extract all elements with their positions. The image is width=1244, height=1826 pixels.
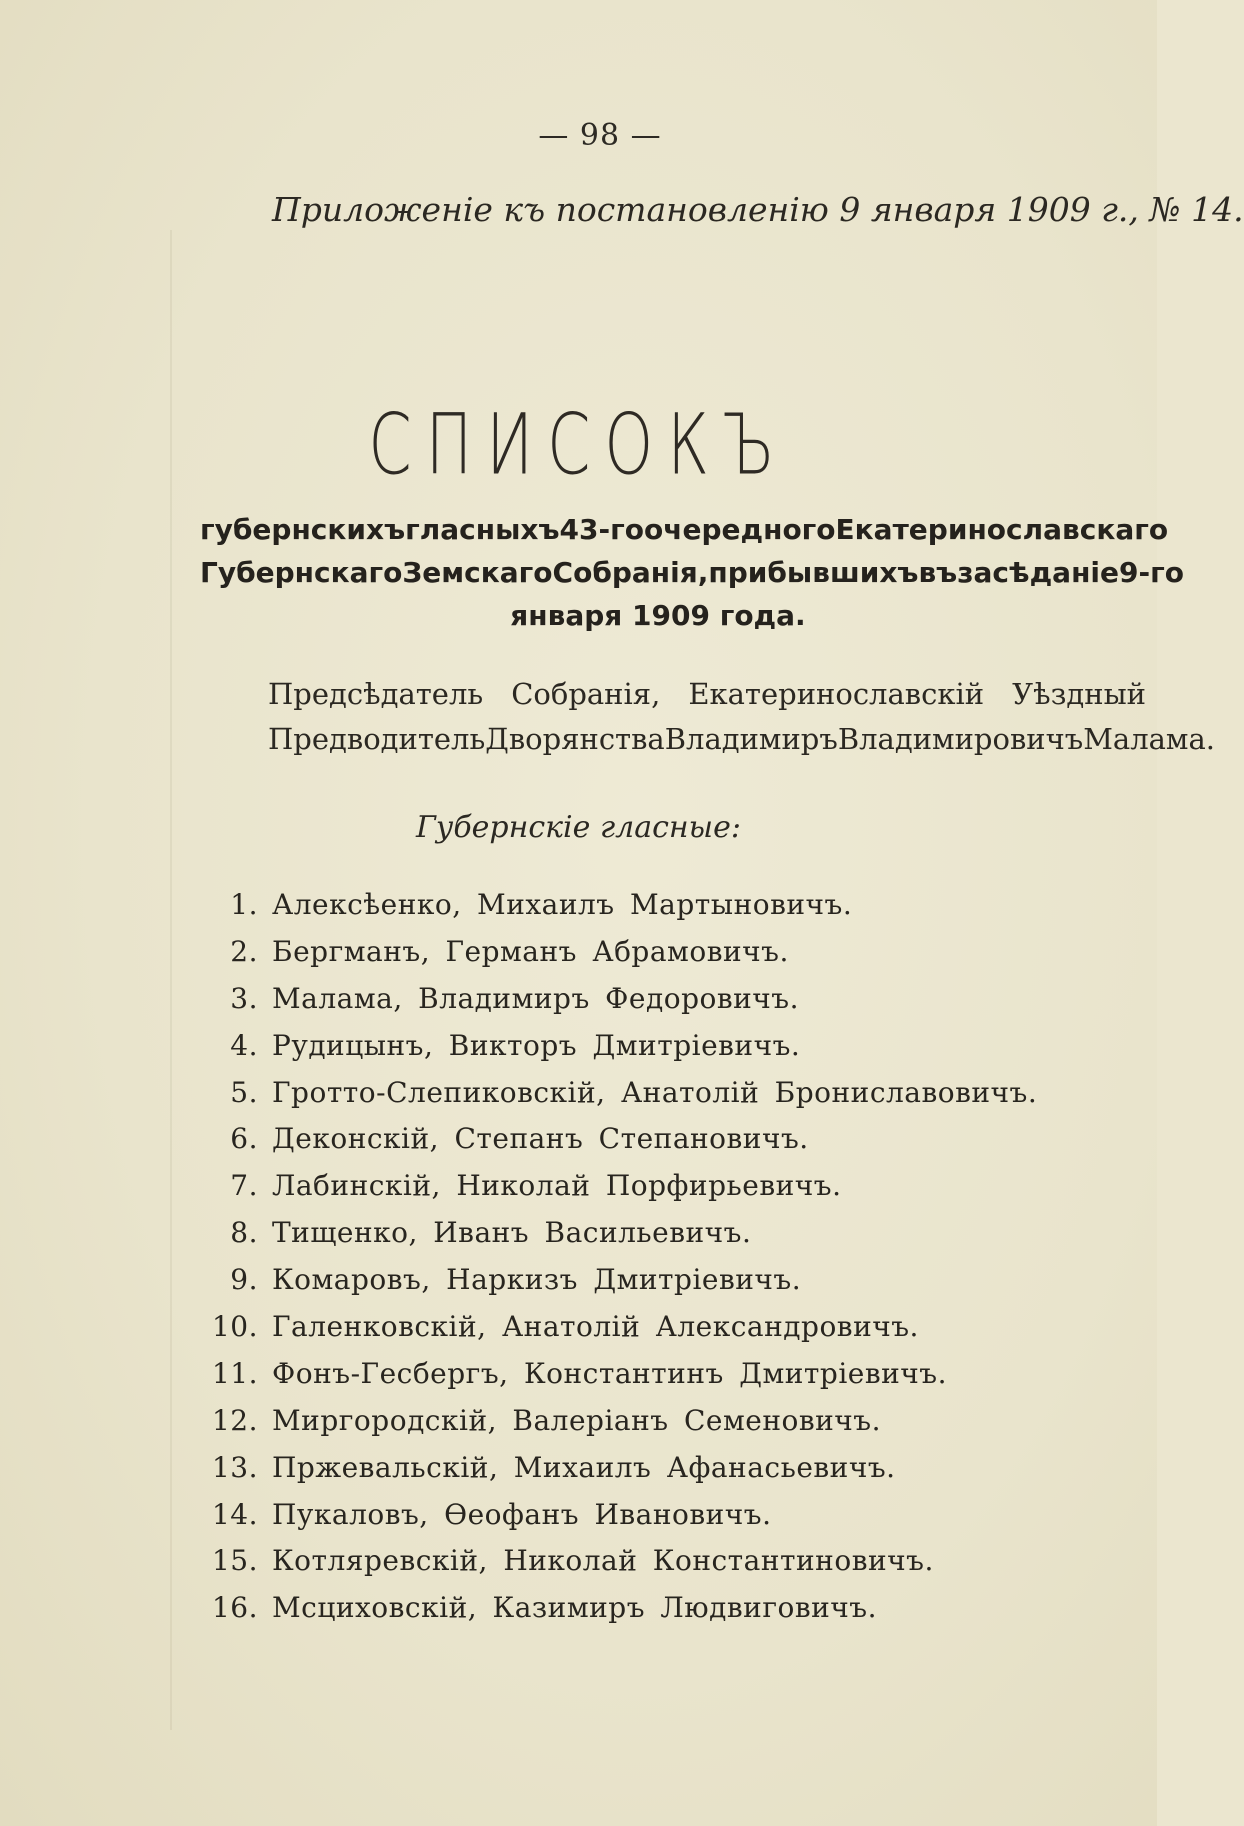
list-item — [196, 935, 1116, 982]
subtitle-word: засѣданіе — [957, 556, 1120, 589]
chairman-word: Предсѣдатель — [268, 677, 484, 711]
list-item — [196, 982, 1116, 1029]
chairman-line-1 — [268, 672, 1146, 717]
page-number: — 98 — — [538, 118, 662, 153]
list-item — [196, 1591, 1116, 1638]
member-name: Бергманъ, Германъ Абрамовичъ. — [272, 934, 789, 968]
subtitle-word: 1909 — [632, 599, 710, 632]
section-heading: Губернскіе гласные: — [416, 810, 741, 845]
member-name: Алексѣенко, Михаилъ Мартыновичъ. — [272, 888, 853, 921]
chairman-word: Владимиръ — [664, 722, 838, 756]
list-item — [196, 1169, 1116, 1216]
list-item — [196, 1076, 1116, 1123]
item-number: 8. — [230, 1216, 258, 1250]
subtitle-word: въ — [918, 556, 958, 589]
item-number: 3. — [230, 981, 258, 1015]
member-name: Комаровъ, Наркизъ Дмитріевичъ. — [272, 1263, 802, 1297]
subtitle-word: Собранія, — [552, 556, 709, 589]
subtitle-word: гласныхъ — [405, 513, 560, 546]
chairman-word: Собранія, — [511, 677, 661, 711]
list-item — [196, 1451, 1116, 1498]
item-number: 11. — [211, 1356, 258, 1390]
member-name: Галенковскій, Анатолій Александровичъ. — [272, 1310, 919, 1344]
chairman-paragraph — [268, 672, 1215, 762]
member-name: Лабинскій, Николай Порфирьевичъ. — [272, 1169, 842, 1203]
chairman-line-2 — [268, 717, 1215, 762]
annex-line: Приложеніе къ постановленію 9 января 1909 г., № 14. — [272, 190, 1244, 229]
subtitle-line-3 — [200, 594, 1146, 637]
member-name: Малама, Владимиръ Федоровичъ. — [272, 981, 799, 1015]
subtitle-word: Земскаго — [402, 556, 553, 589]
subtitle-word: года. — [719, 599, 806, 632]
subtitle-word: 43-го — [559, 513, 644, 546]
chairman-word: Уѣздный — [1012, 677, 1146, 711]
list-item — [196, 1544, 1116, 1591]
list-item — [196, 1498, 1116, 1545]
member-name: Рудицынъ, Викторъ Дмитріевичъ. — [272, 1028, 801, 1062]
subtitle-word: губернскихъ — [200, 513, 406, 546]
item-number: 9. — [230, 1263, 258, 1297]
item-number: 14. — [211, 1497, 258, 1531]
chairman-word: Малама. — [1083, 722, 1215, 756]
item-number: 4. — [230, 1028, 258, 1062]
list-item — [196, 1029, 1116, 1076]
item-number: 7. — [230, 1169, 258, 1203]
list-item — [196, 1263, 1116, 1310]
item-number: 15. — [211, 1544, 258, 1578]
document-subtitle — [200, 508, 1184, 637]
subtitle-word: 9-го — [1119, 556, 1184, 589]
list-item — [196, 1357, 1116, 1404]
subtitle-line-1 — [200, 508, 1169, 551]
members-list — [196, 888, 1116, 1638]
member-name: Фонъ-Гесбергъ, Константинъ Дмитріевичъ. — [272, 1356, 948, 1390]
item-number: 12. — [211, 1403, 258, 1437]
subtitle-word: Екатеринославскаго — [835, 513, 1169, 546]
member-name: Пукаловъ, Ѳеофанъ Ивановичъ. — [272, 1497, 772, 1531]
document-title: СПИСОКЪ — [368, 395, 789, 494]
item-number: 2. — [230, 934, 258, 968]
member-name: Миргородскій, Валеріанъ Семеновичъ. — [272, 1403, 881, 1437]
list-item — [196, 1216, 1116, 1263]
list-item — [196, 888, 1116, 935]
item-number: 16. — [211, 1591, 258, 1625]
item-number: 13. — [211, 1450, 258, 1484]
item-number: 5. — [230, 1075, 258, 1109]
item-number: 1. — [230, 888, 258, 921]
member-name: Гротто-Слепиковскій, Анатолій Брониславовичъ. — [272, 1075, 1038, 1109]
item-number: 6. — [230, 1122, 258, 1156]
subtitle-word: января — [510, 599, 623, 632]
list-item — [196, 1122, 1116, 1169]
member-name: Котляревскій, Николай Константиновичъ. — [272, 1544, 934, 1578]
member-name: Пржевальскій, Михаилъ Афанасьевичъ. — [272, 1450, 896, 1484]
subtitle-line-2 — [200, 551, 1184, 594]
chairman-word: Дворянства — [485, 722, 665, 756]
subtitle-word: Губернскаго — [200, 556, 403, 589]
member-name: Тищенко, Иванъ Васильевичъ. — [272, 1216, 752, 1250]
chairman-word: Владимировичъ — [837, 722, 1084, 756]
subtitle-word: прибывшихъ — [708, 556, 919, 589]
chairman-word: Предводитель — [268, 722, 486, 756]
member-name: Мсциховскій, Казимиръ Людвиговичъ. — [272, 1591, 877, 1625]
list-item — [196, 1404, 1116, 1451]
item-number: 10. — [211, 1310, 258, 1344]
list-item — [196, 1310, 1116, 1357]
chairman-word: Екатеринославскій — [688, 677, 985, 711]
member-name: Деконскій, Степанъ Степановичъ. — [272, 1122, 809, 1156]
subtitle-word: очередного — [644, 513, 836, 546]
